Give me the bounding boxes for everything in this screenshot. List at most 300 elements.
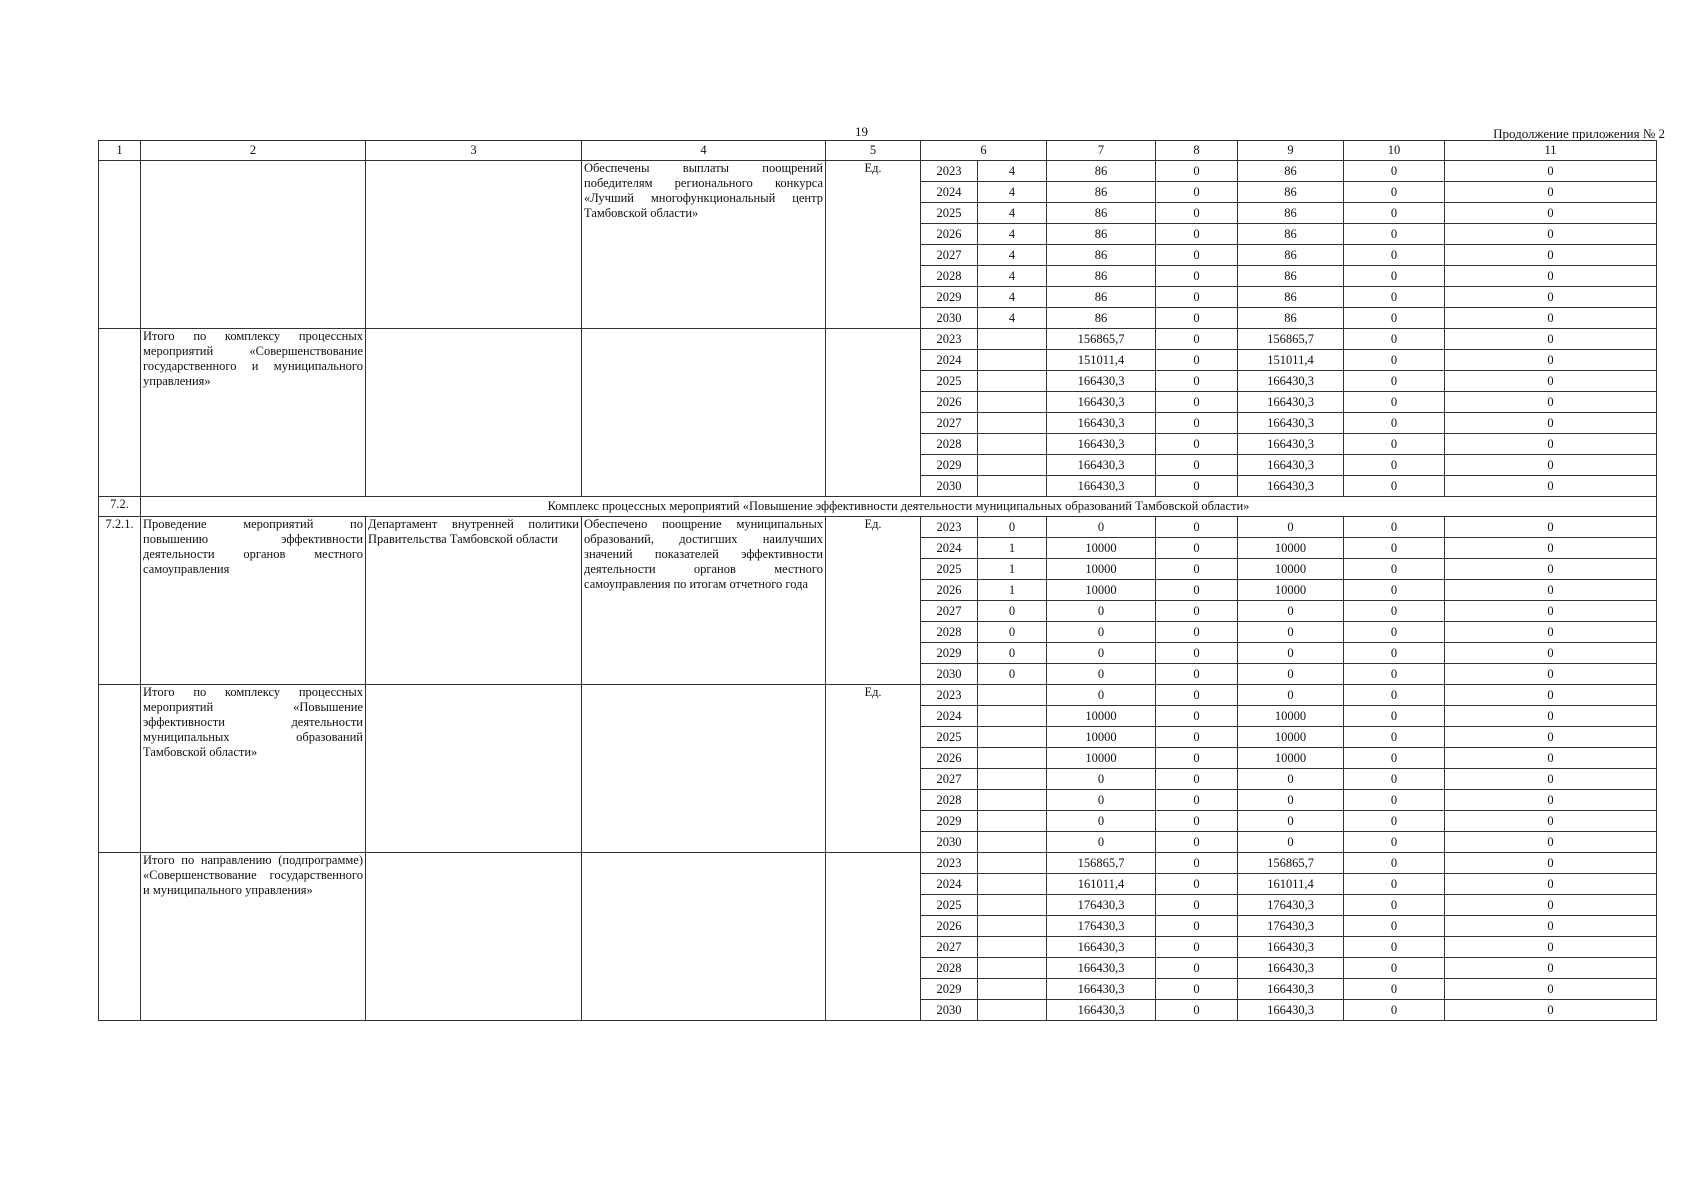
- value-cell: 4: [978, 182, 1047, 203]
- year-cell: 2024: [921, 538, 978, 559]
- value-cell: [978, 392, 1047, 413]
- other-cell: 0: [1445, 371, 1657, 392]
- federal-cell: 0: [1156, 350, 1238, 371]
- local-cell: 0: [1344, 559, 1445, 580]
- section-code: 7.2.: [99, 497, 141, 517]
- responsible-executor: [366, 161, 582, 329]
- year-cell: 2027: [921, 769, 978, 790]
- value-cell: 0: [978, 664, 1047, 685]
- value-cell: 0: [978, 622, 1047, 643]
- value-cell: 4: [978, 203, 1047, 224]
- local-cell: 0: [1344, 245, 1445, 266]
- year-cell: 2027: [921, 245, 978, 266]
- federal-cell: 0: [1156, 455, 1238, 476]
- item-name: Проведение мероприятий по повышению эффективности деятельности органов местного самоуправления: [141, 517, 366, 685]
- regional-cell: 166430,3: [1238, 958, 1344, 979]
- local-cell: 0: [1344, 434, 1445, 455]
- local-cell: 0: [1344, 832, 1445, 853]
- year-cell: 2023: [921, 161, 978, 182]
- value-cell: 4: [978, 161, 1047, 182]
- other-cell: 0: [1445, 580, 1657, 601]
- value-cell: 1: [978, 538, 1047, 559]
- federal-cell: 0: [1156, 979, 1238, 1000]
- federal-cell: 0: [1156, 287, 1238, 308]
- local-cell: 0: [1344, 769, 1445, 790]
- other-cell: 0: [1445, 727, 1657, 748]
- header-row: [99, 141, 1657, 161]
- federal-cell: 0: [1156, 874, 1238, 895]
- total-cell: 0: [1047, 517, 1156, 538]
- local-cell: 0: [1344, 287, 1445, 308]
- other-cell: 0: [1445, 811, 1657, 832]
- federal-cell: 0: [1156, 664, 1238, 685]
- total-cell: 86: [1047, 224, 1156, 245]
- federal-cell: 0: [1156, 538, 1238, 559]
- value-cell: [978, 455, 1047, 476]
- total-cell: 86: [1047, 161, 1156, 182]
- total-cell: 86: [1047, 245, 1156, 266]
- year-cell: 2029: [921, 979, 978, 1000]
- other-cell: 0: [1445, 203, 1657, 224]
- federal-cell: 0: [1156, 748, 1238, 769]
- year-cell: 2028: [921, 790, 978, 811]
- regional-cell: 86: [1238, 203, 1344, 224]
- value-cell: [978, 790, 1047, 811]
- local-cell: 0: [1344, 979, 1445, 1000]
- table-row: [99, 517, 1657, 538]
- federal-cell: 0: [1156, 203, 1238, 224]
- federal-cell: 0: [1156, 727, 1238, 748]
- total-cell: 166430,3: [1047, 979, 1156, 1000]
- year-cell: 2026: [921, 748, 978, 769]
- local-cell: 0: [1344, 224, 1445, 245]
- total-cell: 151011,4: [1047, 350, 1156, 371]
- local-cell: 0: [1344, 958, 1445, 979]
- value-cell: 4: [978, 245, 1047, 266]
- unit-of-measure: Ед.: [826, 161, 921, 329]
- value-cell: [978, 1000, 1047, 1021]
- total-cell: 166430,3: [1047, 476, 1156, 497]
- regional-cell: 176430,3: [1238, 916, 1344, 937]
- header-cell: 8: [1156, 141, 1238, 161]
- other-cell: 0: [1445, 1000, 1657, 1021]
- local-cell: 0: [1344, 706, 1445, 727]
- table-row: [99, 685, 1657, 706]
- regional-cell: 0: [1238, 517, 1344, 538]
- total-cell: 166430,3: [1047, 1000, 1156, 1021]
- header-cell: 10: [1344, 141, 1445, 161]
- federal-cell: 0: [1156, 622, 1238, 643]
- federal-cell: 0: [1156, 811, 1238, 832]
- local-cell: 0: [1344, 790, 1445, 811]
- other-cell: 0: [1445, 517, 1657, 538]
- year-cell: 2027: [921, 937, 978, 958]
- total-cell: 0: [1047, 811, 1156, 832]
- regional-cell: 10000: [1238, 706, 1344, 727]
- other-cell: 0: [1445, 790, 1657, 811]
- regional-cell: 0: [1238, 664, 1344, 685]
- total-cell: 161011,4: [1047, 874, 1156, 895]
- value-cell: [978, 476, 1047, 497]
- responsible-executor: [366, 329, 582, 497]
- federal-cell: 0: [1156, 308, 1238, 329]
- year-cell: 2029: [921, 287, 978, 308]
- local-cell: 0: [1344, 853, 1445, 874]
- total-cell: 86: [1047, 308, 1156, 329]
- value-cell: 4: [978, 308, 1047, 329]
- header-cell: 3: [366, 141, 582, 161]
- other-cell: 0: [1445, 413, 1657, 434]
- regional-cell: 0: [1238, 685, 1344, 706]
- unit-of-measure: [826, 329, 921, 497]
- value-cell: [978, 329, 1047, 350]
- total-cell: 166430,3: [1047, 392, 1156, 413]
- federal-cell: 0: [1156, 434, 1238, 455]
- item-name: Итого по направлению (подпрограмме) «Совершенствование государственного и муниципального управления»: [141, 853, 366, 1021]
- regional-cell: 166430,3: [1238, 392, 1344, 413]
- value-cell: 1: [978, 580, 1047, 601]
- federal-cell: 0: [1156, 161, 1238, 182]
- year-cell: 2026: [921, 580, 978, 601]
- value-cell: [978, 895, 1047, 916]
- value-cell: [978, 371, 1047, 392]
- year-cell: 2029: [921, 811, 978, 832]
- item-code: [99, 161, 141, 329]
- local-cell: 0: [1344, 895, 1445, 916]
- value-cell: [978, 769, 1047, 790]
- value-cell: [978, 979, 1047, 1000]
- unit-of-measure: [826, 853, 921, 1021]
- total-cell: 10000: [1047, 580, 1156, 601]
- federal-cell: 0: [1156, 685, 1238, 706]
- other-cell: 0: [1445, 161, 1657, 182]
- section-title: Комплекс процессных мероприятий «Повышение эффективности деятельности муниципальных образований Тамбовской области»: [141, 497, 1657, 517]
- other-cell: 0: [1445, 895, 1657, 916]
- value-cell: [978, 413, 1047, 434]
- local-cell: 0: [1344, 727, 1445, 748]
- local-cell: 0: [1344, 937, 1445, 958]
- local-cell: 0: [1344, 413, 1445, 434]
- budget-table: [98, 140, 1657, 1021]
- other-cell: 0: [1445, 601, 1657, 622]
- year-cell: 2027: [921, 413, 978, 434]
- result-description: [582, 853, 826, 1021]
- federal-cell: 0: [1156, 601, 1238, 622]
- other-cell: 0: [1445, 287, 1657, 308]
- result-description: [582, 685, 826, 853]
- year-cell: 2024: [921, 706, 978, 727]
- other-cell: 0: [1445, 476, 1657, 497]
- year-cell: 2025: [921, 559, 978, 580]
- year-cell: 2030: [921, 308, 978, 329]
- total-cell: 10000: [1047, 538, 1156, 559]
- year-cell: 2028: [921, 622, 978, 643]
- total-cell: 10000: [1047, 748, 1156, 769]
- regional-cell: 86: [1238, 287, 1344, 308]
- federal-cell: 0: [1156, 916, 1238, 937]
- year-cell: 2029: [921, 643, 978, 664]
- federal-cell: 0: [1156, 517, 1238, 538]
- value-cell: [978, 685, 1047, 706]
- regional-cell: 0: [1238, 769, 1344, 790]
- total-cell: 0: [1047, 685, 1156, 706]
- total-cell: 166430,3: [1047, 371, 1156, 392]
- result-description: [582, 329, 826, 497]
- local-cell: 0: [1344, 182, 1445, 203]
- item-name: Итого по комплексу процессных мероприятий «Совершенствование государственного и муниципального управления»: [141, 329, 366, 497]
- result-description: Обеспечены выплаты поощрений победителям регионального конкурса «Лучший многофункциональный центр Тамбовской области»: [582, 161, 826, 329]
- total-cell: 0: [1047, 601, 1156, 622]
- responsible-executor: Департамент внутренней политики Правительства Тамбовской области: [366, 517, 582, 685]
- table-body: [99, 161, 1657, 1021]
- total-cell: 166430,3: [1047, 434, 1156, 455]
- total-cell: 86: [1047, 203, 1156, 224]
- section-row: [99, 497, 1657, 517]
- local-cell: 0: [1344, 266, 1445, 287]
- local-cell: 0: [1344, 329, 1445, 350]
- year-cell: 2030: [921, 664, 978, 685]
- regional-cell: 166430,3: [1238, 434, 1344, 455]
- value-cell: 4: [978, 266, 1047, 287]
- year-cell: 2024: [921, 182, 978, 203]
- value-cell: [978, 958, 1047, 979]
- regional-cell: 10000: [1238, 538, 1344, 559]
- total-cell: 166430,3: [1047, 413, 1156, 434]
- local-cell: 0: [1344, 580, 1445, 601]
- year-cell: 2025: [921, 371, 978, 392]
- local-cell: 0: [1344, 916, 1445, 937]
- federal-cell: 0: [1156, 413, 1238, 434]
- year-cell: 2023: [921, 517, 978, 538]
- local-cell: 0: [1344, 664, 1445, 685]
- value-cell: 0: [978, 517, 1047, 538]
- appendix-note: Продолжение приложения № 2: [1493, 126, 1665, 141]
- year-cell: 2025: [921, 727, 978, 748]
- year-cell: 2027: [921, 601, 978, 622]
- total-cell: 0: [1047, 664, 1156, 685]
- value-cell: [978, 832, 1047, 853]
- value-cell: 0: [978, 601, 1047, 622]
- regional-cell: 0: [1238, 601, 1344, 622]
- other-cell: 0: [1445, 224, 1657, 245]
- value-cell: [978, 706, 1047, 727]
- page-number: 19: [855, 124, 868, 139]
- other-cell: 0: [1445, 392, 1657, 413]
- value-cell: [978, 434, 1047, 455]
- federal-cell: 0: [1156, 476, 1238, 497]
- year-cell: 2025: [921, 203, 978, 224]
- regional-cell: 156865,7: [1238, 329, 1344, 350]
- table-row: [99, 329, 1657, 350]
- local-cell: 0: [1344, 455, 1445, 476]
- local-cell: 0: [1344, 203, 1445, 224]
- regional-cell: 10000: [1238, 559, 1344, 580]
- total-cell: 0: [1047, 790, 1156, 811]
- regional-cell: 166430,3: [1238, 1000, 1344, 1021]
- regional-cell: 0: [1238, 622, 1344, 643]
- value-cell: 0: [978, 643, 1047, 664]
- other-cell: 0: [1445, 622, 1657, 643]
- regional-cell: 0: [1238, 790, 1344, 811]
- value-cell: [978, 916, 1047, 937]
- total-cell: 156865,7: [1047, 329, 1156, 350]
- table-row: [99, 161, 1657, 182]
- header-cell: 11: [1445, 141, 1657, 161]
- total-cell: 0: [1047, 769, 1156, 790]
- other-cell: 0: [1445, 685, 1657, 706]
- year-cell: 2024: [921, 874, 978, 895]
- federal-cell: 0: [1156, 937, 1238, 958]
- regional-cell: 86: [1238, 161, 1344, 182]
- regional-cell: 161011,4: [1238, 874, 1344, 895]
- year-cell: 2030: [921, 1000, 978, 1021]
- total-cell: 166430,3: [1047, 958, 1156, 979]
- total-cell: 10000: [1047, 706, 1156, 727]
- federal-cell: 0: [1156, 245, 1238, 266]
- year-cell: 2026: [921, 392, 978, 413]
- year-cell: 2023: [921, 853, 978, 874]
- regional-cell: 86: [1238, 224, 1344, 245]
- other-cell: 0: [1445, 329, 1657, 350]
- other-cell: 0: [1445, 748, 1657, 769]
- federal-cell: 0: [1156, 853, 1238, 874]
- header-cell: 5: [826, 141, 921, 161]
- local-cell: 0: [1344, 622, 1445, 643]
- other-cell: 0: [1445, 182, 1657, 203]
- item-code: [99, 329, 141, 497]
- total-cell: 86: [1047, 266, 1156, 287]
- federal-cell: 0: [1156, 790, 1238, 811]
- federal-cell: 0: [1156, 266, 1238, 287]
- other-cell: 0: [1445, 643, 1657, 664]
- total-cell: 86: [1047, 182, 1156, 203]
- value-cell: 4: [978, 287, 1047, 308]
- total-cell: 166430,3: [1047, 937, 1156, 958]
- regional-cell: 176430,3: [1238, 895, 1344, 916]
- year-cell: 2028: [921, 266, 978, 287]
- value-cell: [978, 727, 1047, 748]
- other-cell: 0: [1445, 350, 1657, 371]
- federal-cell: 0: [1156, 832, 1238, 853]
- value-cell: [978, 811, 1047, 832]
- local-cell: 0: [1344, 685, 1445, 706]
- header-cell: 6: [921, 141, 1047, 161]
- federal-cell: 0: [1156, 224, 1238, 245]
- local-cell: 0: [1344, 538, 1445, 559]
- regional-cell: 0: [1238, 811, 1344, 832]
- other-cell: 0: [1445, 245, 1657, 266]
- other-cell: 0: [1445, 266, 1657, 287]
- local-cell: 0: [1344, 811, 1445, 832]
- year-cell: 2023: [921, 685, 978, 706]
- other-cell: 0: [1445, 559, 1657, 580]
- other-cell: 0: [1445, 979, 1657, 1000]
- year-cell: 2026: [921, 224, 978, 245]
- header-cell: 2: [141, 141, 366, 161]
- year-cell: 2028: [921, 958, 978, 979]
- total-cell: 176430,3: [1047, 916, 1156, 937]
- local-cell: 0: [1344, 371, 1445, 392]
- federal-cell: 0: [1156, 182, 1238, 203]
- other-cell: 0: [1445, 832, 1657, 853]
- regional-cell: 10000: [1238, 748, 1344, 769]
- year-cell: 2025: [921, 895, 978, 916]
- other-cell: 0: [1445, 538, 1657, 559]
- regional-cell: 151011,4: [1238, 350, 1344, 371]
- other-cell: 0: [1445, 455, 1657, 476]
- value-cell: [978, 748, 1047, 769]
- total-cell: 176430,3: [1047, 895, 1156, 916]
- federal-cell: 0: [1156, 769, 1238, 790]
- header-cell: 7: [1047, 141, 1156, 161]
- value-cell: [978, 853, 1047, 874]
- other-cell: 0: [1445, 937, 1657, 958]
- regional-cell: 166430,3: [1238, 371, 1344, 392]
- value-cell: [978, 350, 1047, 371]
- other-cell: 0: [1445, 958, 1657, 979]
- federal-cell: 0: [1156, 958, 1238, 979]
- total-cell: 0: [1047, 832, 1156, 853]
- year-cell: 2026: [921, 916, 978, 937]
- unit-of-measure: Ед.: [826, 517, 921, 685]
- item-code: 7.2.1.: [99, 517, 141, 685]
- local-cell: 0: [1344, 517, 1445, 538]
- local-cell: 0: [1344, 1000, 1445, 1021]
- federal-cell: 0: [1156, 329, 1238, 350]
- year-cell: 2030: [921, 832, 978, 853]
- federal-cell: 0: [1156, 643, 1238, 664]
- responsible-executor: [366, 853, 582, 1021]
- federal-cell: 0: [1156, 1000, 1238, 1021]
- year-cell: 2030: [921, 476, 978, 497]
- value-cell: 1: [978, 559, 1047, 580]
- regional-cell: 166430,3: [1238, 413, 1344, 434]
- federal-cell: 0: [1156, 392, 1238, 413]
- header-cell: 1: [99, 141, 141, 161]
- unit-of-measure: Ед.: [826, 685, 921, 853]
- responsible-executor: [366, 685, 582, 853]
- federal-cell: 0: [1156, 371, 1238, 392]
- regional-cell: 10000: [1238, 580, 1344, 601]
- local-cell: 0: [1344, 308, 1445, 329]
- regional-cell: 166430,3: [1238, 937, 1344, 958]
- regional-cell: 0: [1238, 643, 1344, 664]
- total-cell: 156865,7: [1047, 853, 1156, 874]
- regional-cell: 166430,3: [1238, 476, 1344, 497]
- header-cell: 9: [1238, 141, 1344, 161]
- other-cell: 0: [1445, 916, 1657, 937]
- regional-cell: 86: [1238, 266, 1344, 287]
- regional-cell: 86: [1238, 245, 1344, 266]
- other-cell: 0: [1445, 706, 1657, 727]
- local-cell: 0: [1344, 392, 1445, 413]
- other-cell: 0: [1445, 769, 1657, 790]
- item-name: Итого по комплексу процессных мероприятий «Повышение эффективности деятельности муниципальных образований Тамбовской области»: [141, 685, 366, 853]
- regional-cell: 166430,3: [1238, 455, 1344, 476]
- local-cell: 0: [1344, 161, 1445, 182]
- federal-cell: 0: [1156, 580, 1238, 601]
- result-description: Обеспечено поощрение муниципальных образований, достигших наилучших значений показателей эффективности деятельности органов местного самоуправления по итогам отчетного года: [582, 517, 826, 685]
- local-cell: 0: [1344, 476, 1445, 497]
- other-cell: 0: [1445, 434, 1657, 455]
- local-cell: 0: [1344, 350, 1445, 371]
- total-cell: 0: [1047, 622, 1156, 643]
- total-cell: 166430,3: [1047, 455, 1156, 476]
- total-cell: 10000: [1047, 559, 1156, 580]
- other-cell: 0: [1445, 308, 1657, 329]
- regional-cell: 86: [1238, 182, 1344, 203]
- local-cell: 0: [1344, 874, 1445, 895]
